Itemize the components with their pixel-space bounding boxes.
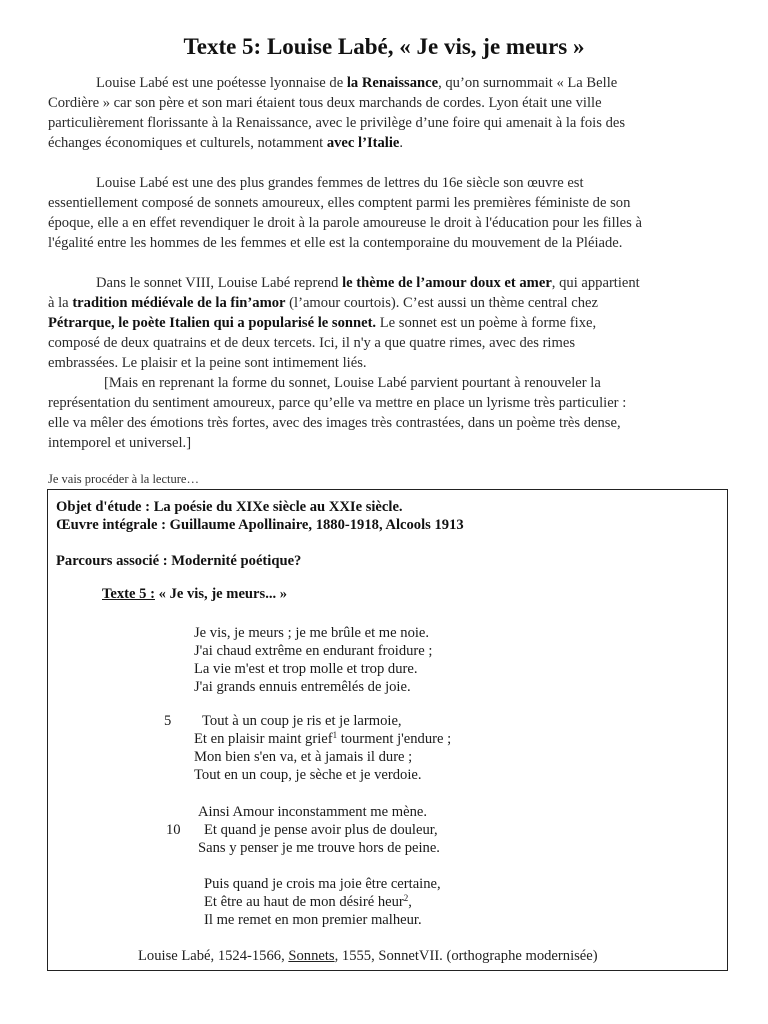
poem-line: Et quand je pense avoir plus de douleur, xyxy=(204,822,438,838)
poem-line: J'ai chaud extrême en endurant froidure ; xyxy=(194,643,433,659)
poem-line: Sans y penser je me trouve hors de peine. xyxy=(198,840,440,856)
poem-line: Ainsi Amour inconstamment me mène. xyxy=(198,804,428,820)
poem-line: La vie m'est et trop molle et trop dure. xyxy=(194,661,418,677)
line-number: 5 xyxy=(164,713,172,729)
poem-box xyxy=(47,489,728,971)
poem-line: Puis quand je crois ma joie être certaine, xyxy=(204,876,441,892)
intro-paragraph: Louise Labé est une poétesse lyonnaise de la Renaissance, qu’on surnommait « La Belle Cordière » car son père et son mari étaient tous deux marchands de cordes. Lyon était une ville particulièrement florissante à la Renaissance, avec le privilège d’une foire qui amenait à la fois des échanges économiques et culturels, notamment avec l’Italie. xyxy=(48,75,626,151)
poem-line: Et en plaisir maint grief$^1$ tourment j'endure ; xyxy=(194,730,452,747)
poem-line: Et être au haut de mon désiré heur$^2$, xyxy=(204,893,412,910)
study-object: Objet d'étude : La poésie du XIXe siècle au XXIe siècle. xyxy=(56,499,403,515)
analysis-paragraph: Dans le sonnet VIII, Louise Labé reprend le thème de l’amour doux et amer, qui appartient à la tradition médiévale de la fin’amor (l’amour courtois). C’est aussi un thème central chez Pétrarque, le poète Italien qui a popularisé le sonnet. Le sonnet est un poème à forme fixe, composé de deux quatrains et de deux tercets. Ici, il n'y a que quatre rimes, avec des rimes embrassées. Le plaisir et la peine sont intimement liés. [Mais en reprenant la forme du sonnet, Louise Labé parvient pourtant à renouveler la représentation du sentiment amoureux, parce qu’elle va mettre en place un lyrisme très particulier : elle va mêler des émotions très fortes, avec des images très contrastées, dans un poème très dense, intemporel et universel.] xyxy=(48,275,640,451)
poem-line: Tout à un coup je ris et je larmoie, xyxy=(202,713,402,729)
poem-line: Il me remet en mon premier malheur. xyxy=(204,912,422,928)
page-title: Texte 5: Louise Labé, « Je vis, je meurs » xyxy=(183,34,585,59)
associated-course: Parcours associé : Modernité poétique? xyxy=(56,553,302,569)
poem-line: Mon bien s'en va, et à jamais il dure ; xyxy=(194,749,413,765)
biography-paragraph: Louise Labé est une des plus grandes femmes de lettres du 16e siècle son œuvre est essentiellement composé de sonnets amoureux, elles comptent parmi les premières féministe de son époque, elle a en effet revendiquer le droit à la parole amoureuse le droit à l'éducation pour les filles à l'égalité entre les hommes de les femmes et elle est la contemporaine du mouvement de la Pléiade. xyxy=(48,175,642,251)
poem-line: Je vis, je meurs ; je me brûle et me noie. xyxy=(194,625,430,641)
poem-line: J'ai grands ennuis entremêlés de joie. xyxy=(194,679,411,695)
full-work: Œuvre intégrale : Guillaume Apollinaire, 1880-1918, Alcools 1913 xyxy=(56,517,464,533)
line-number: 10 xyxy=(166,822,181,838)
poem-source: Louise Labé, 1524-1566, Sonnets, 1555, SonnetVII. (orthographe modernisée) xyxy=(138,948,598,964)
text-heading: Texte 5 : « Je vis, je meurs... » xyxy=(102,586,288,602)
reading-note: Je vais procéder à la lecture… xyxy=(48,472,199,486)
poem-line: Tout en un coup, je sèche et je verdoie. xyxy=(194,767,422,783)
